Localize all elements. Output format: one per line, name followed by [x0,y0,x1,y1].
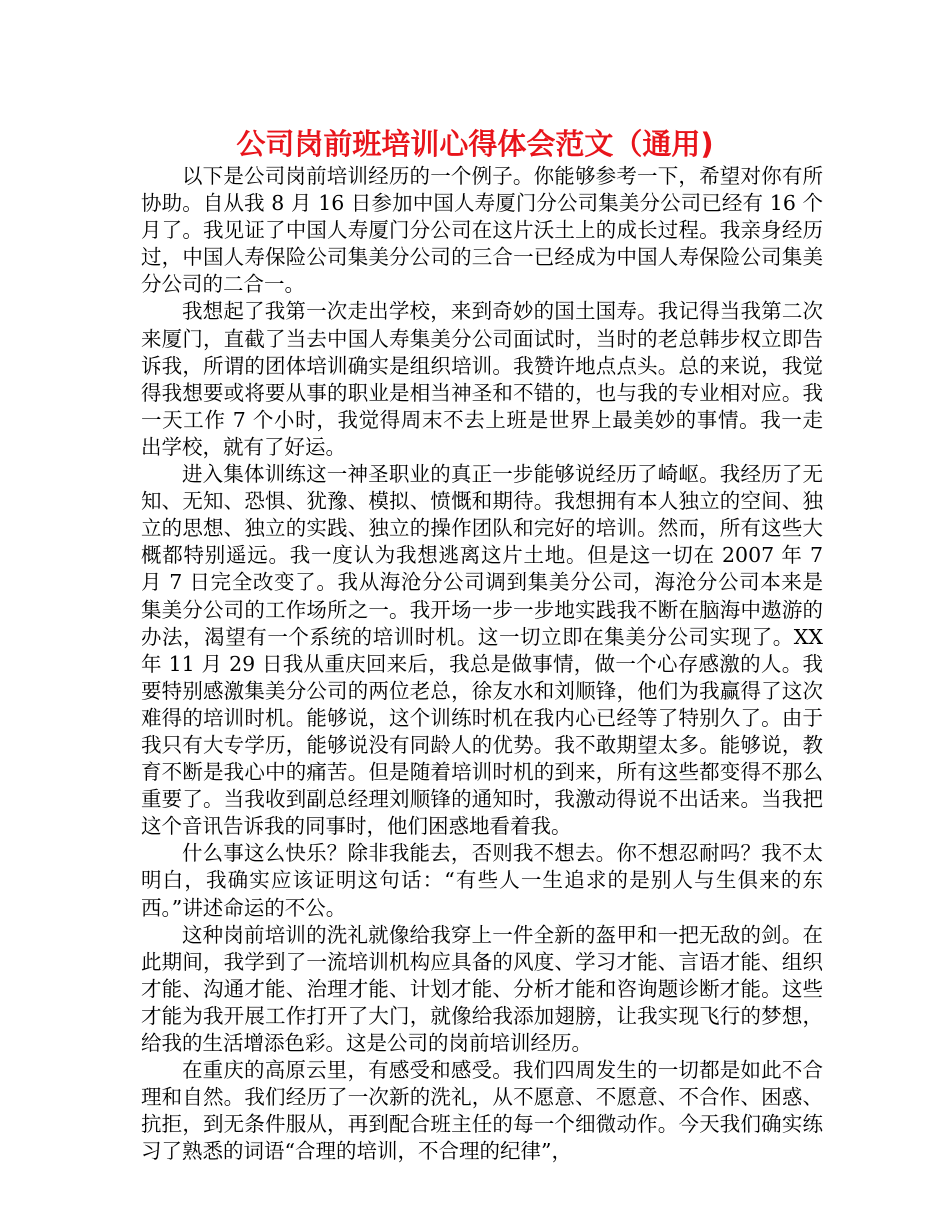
paragraph-5: 这种岗前培训的洗礼就像给我穿上一件全新的盔甲和一把无敌的剑。在此期间，我学到了一流培训机构应具备的风度、学习才能、言语才能、组织才能、沟通才能、治理才能、计划才能、分析才能和咨询题诊断才能。这些才能为我开展工作打开了大门，就像给我添加翅膀，让我实现飞行的梦想，给我的生活增添色彩。这是公司的岗前培训经历。 [141,922,823,1055]
paragraph-3: 进入集体训练这一神圣职业的真正一步能够说经历了崎岖。我经历了无知、无知、恐惧、犹豫、模拟、愤慨和期待。我想拥有本人独立的空间、独立的思想、独立的实践、独立的操作团队和完好的培训。然而，所有这些大概都特别遥远。我一度认为我想逃离这片土地。但是这一切在 2007 年 7 月 7 日完全改变了。我从海沧分公司调到集美分公司，海沧分公司本来是集美分公司的工作场所之一。我开场一步一步地实践我不断在脑海中遨游的办法，渴望有一个系统的培训时机。这一切立即在集美分公司实现了。XX 年 11 月 29 日我从重庆回来后，我总是做事情，做一个心存感激的人。我要特别感激集美分公司的两位老总，徐友水和刘顺锋，他们为我赢得了这次难得的培训时机。能够说，这个训练时机在我内心已经等了特别久了。由于我只有大专学历，能够说没有同龄人的优势。我不敢期望太多。能够说，教育不断是我心中的痛苦。但是随着培训时机的到来，所有这些都变得不那么重要了。当我收到副总经理刘顺锋的通知时，我激动得说不出话来。当我把这个音讯告诉我的同事时，他们困惑地看着我。 [141,462,823,839]
paragraph-2: 我想起了我第一次走出学校，来到奇妙的国土国寿。我记得当我第二次来厦门，直截了当去中国人寿集美分公司面试时，当时的老总韩步权立即告诉我，所谓的团体培训确实是组织培训。我赞许地点点头。总的来说，我觉得我想要或将要从事的职业是相当神圣和不错的，也与我的专业相对应。我一天工作 7 个小时，我觉得周末不去上班是世界上最美妙的事情。我一走出学校，就有了好运。 [141,299,823,459]
paragraph-6: 在重庆的高原云里，有感受和感受。我们四周发生的一切都是如此不合理和自然。我们经历了一次新的洗礼，从不愿意、不愿意、不合作、困惑、抗拒，到无条件服从，再到配合班主任的每一个细微动作。今天我们确实练习了熟悉的词语“合理的培训，不合理的纪律”， [141,1058,823,1164]
document-body [141,163,823,1165]
document-title: 公司岗前班培训心得体会范文（通用) [236,127,714,161]
paragraph-1: 以下是公司岗前培训经历的一个例子。你能够参考一下，希望对你有所协助。自从我 8 月 16 日参加中国人寿厦门分公司集美分公司已经有 16 个月了。我见证了中国人寿厦门分公司在这片沃土上的成长过程。我亲身经历过，中国人寿保险公司集美分公司的三合一已经成为中国人寿保险公司集美分公司的二合一。 [141,164,823,297]
paragraph-4: 什么事这么快乐？除非我能去，否则我不想去。你不想忍耐吗？我不太明白，我确实应该证明这句话：“有些人一生追求的是别人与生俱来的东西。”讲述命运的不公。 [141,841,823,920]
